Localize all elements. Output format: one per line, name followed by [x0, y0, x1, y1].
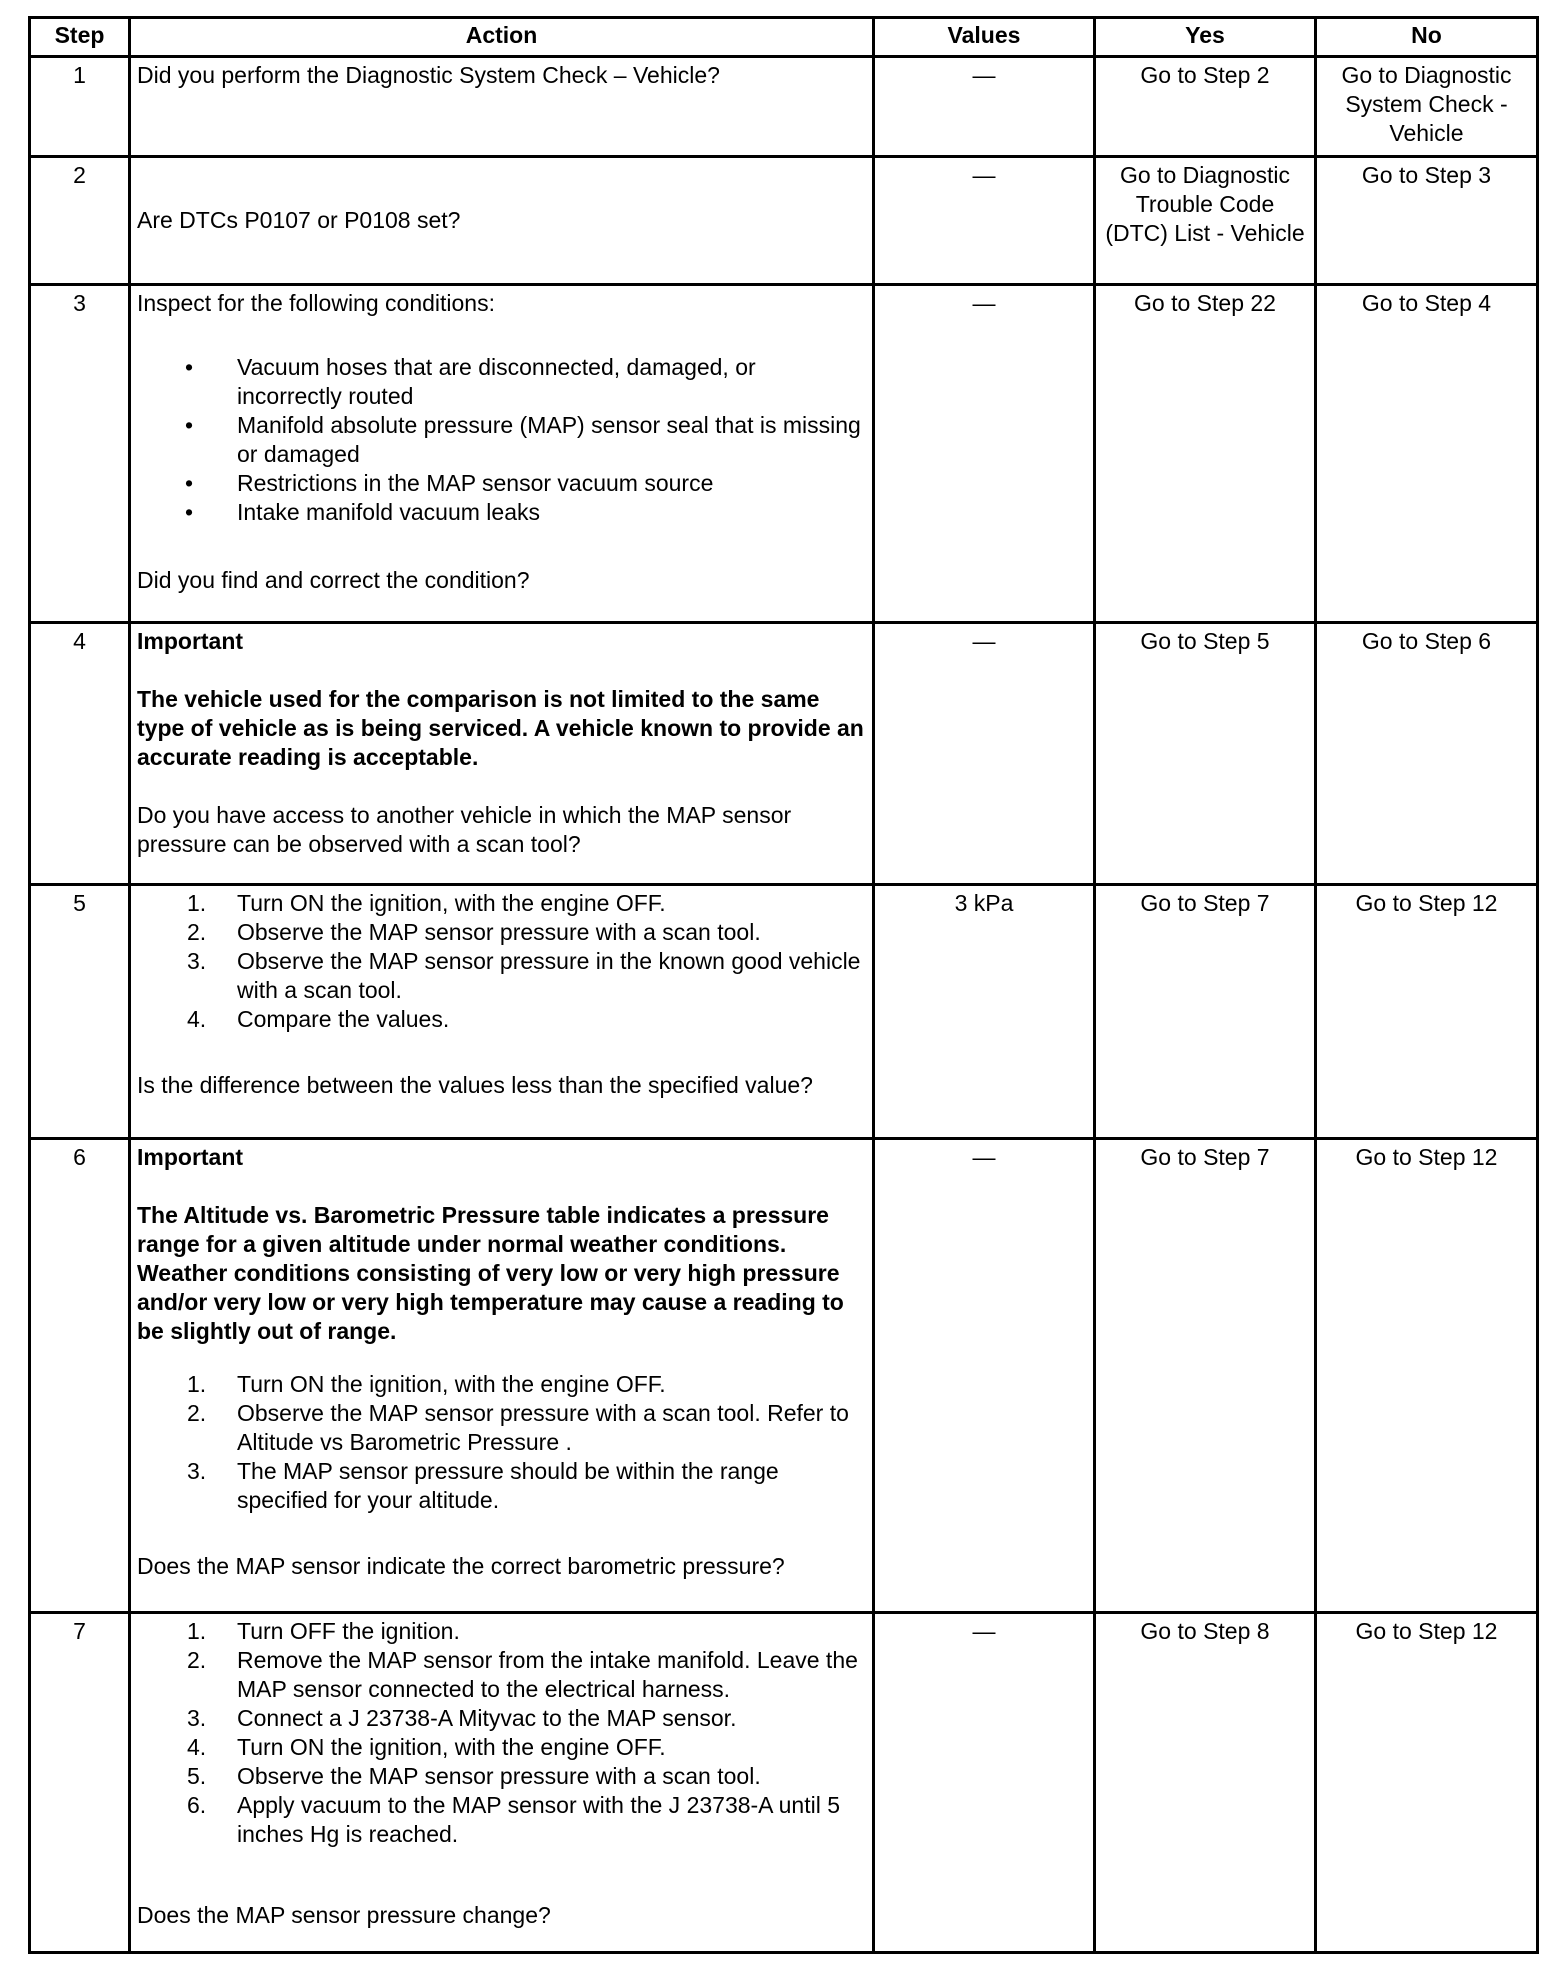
list-item: 3. Connect a J 23738-A Mityvac to the MAP sensor. [187, 1705, 737, 1731]
list-item: 1. Turn OFF the ignition. [187, 1618, 460, 1644]
action-cell [130, 57, 874, 157]
value-cell: — [874, 1613, 1095, 1953]
list-item: 3. Observe the MAP sensor pressure in the known good vehicle with a scan tool. [187, 948, 861, 1003]
procedure-list [137, 889, 866, 1034]
list-item: 1. Turn ON the ignition, with the engine OFF. [187, 1371, 666, 1397]
important-label: Important [137, 1144, 244, 1170]
step-number: 1 [30, 57, 130, 157]
no-link[interactable]: Go to Step 12 [1316, 1613, 1538, 1953]
yes-link[interactable]: Go to Step 5 [1095, 623, 1316, 885]
step-number: 7 [30, 1613, 130, 1953]
action-cell [130, 285, 874, 623]
table-row [30, 1139, 1538, 1613]
action-question: Did you find and correct the condition? [137, 567, 530, 593]
table-row [30, 157, 1538, 285]
action-cell [130, 885, 874, 1139]
step-number: 3 [30, 285, 130, 623]
action-question: Is the difference between the values less than the specified value? [137, 1072, 813, 1098]
no-link[interactable]: Go to Step 6 [1316, 623, 1538, 885]
table-row [30, 885, 1538, 1139]
value-cell: — [874, 623, 1095, 885]
list-item: 5. Observe the MAP sensor pressure with a scan tool. [187, 1763, 761, 1789]
list-item: 4. Compare the values. [187, 1006, 450, 1032]
procedure-list [137, 1370, 866, 1515]
condition-list [137, 353, 866, 527]
header-row [30, 18, 1538, 57]
list-item: 2. Remove the MAP sensor from the intake manifold. Leave the MAP sensor connected to the electrical harness. [187, 1647, 858, 1702]
list-item: • Intake manifold vacuum leaks [137, 498, 866, 527]
action-cell [130, 157, 874, 285]
list-item: 2. Observe the MAP sensor pressure with a scan tool. [187, 919, 761, 945]
table-row [30, 623, 1538, 885]
yes-link[interactable]: Go to Step 8 [1095, 1613, 1316, 1953]
step-number: 4 [30, 623, 130, 885]
action-question: Do you have access to another vehicle in which the MAP sensor pressure can be observed with a scan tool? [137, 802, 792, 857]
yes-link[interactable]: Go to Step 22 [1095, 285, 1316, 623]
list-item: 6. Apply vacuum to the MAP sensor with the J 23738-A until 5 inches Hg is reached. [187, 1792, 841, 1847]
important-label: Important [137, 628, 244, 654]
important-note: The Altitude vs. Barometric Pressure table indicates a pressure range for a given altitude under normal weather conditions. Weather conditions consisting of very low or very high pressure and/or very low or very high temperature may cause a reading to be slightly out of range. [137, 1202, 844, 1344]
list-item: 2. Observe the MAP sensor pressure with a scan tool. Refer to Altitude vs Barometric Pressure . [187, 1400, 849, 1455]
step-number: 5 [30, 885, 130, 1139]
value-cell: 3 kPa [874, 885, 1095, 1139]
action-question: Does the MAP sensor pressure change? [137, 1902, 551, 1928]
list-item: • Manifold absolute pressure (MAP) sensor seal that is missing or damaged [137, 411, 866, 469]
yes-link[interactable]: Go to Diagnostic Trouble Code (DTC) List - Vehicle [1095, 157, 1316, 285]
header-action: Action [130, 18, 874, 57]
no-link[interactable]: Go to Step 4 [1316, 285, 1538, 623]
no-link[interactable]: Go to Step 12 [1316, 885, 1538, 1139]
table-row [30, 57, 1538, 157]
list-item: 1. Turn ON the ignition, with the engine OFF. [187, 890, 666, 916]
value-cell: — [874, 1139, 1095, 1613]
important-note: The vehicle used for the comparison is not limited to the same type of vehicle as is being serviced. A vehicle known to provide an accurate reading is acceptable. [137, 686, 864, 770]
procedure-list [137, 1617, 866, 1849]
yes-link[interactable]: Go to Step 7 [1095, 1139, 1316, 1613]
list-item: 3. The MAP sensor pressure should be within the range specified for your altitude. [187, 1458, 779, 1513]
action-cell [130, 1139, 874, 1613]
value-cell: — [874, 285, 1095, 623]
list-item: 4. Turn ON the ignition, with the engine OFF. [187, 1734, 666, 1760]
action-cell [130, 623, 874, 885]
header-step: Step [30, 18, 130, 57]
no-link[interactable]: Go to Step 3 [1316, 157, 1538, 285]
header-yes: Yes [1095, 18, 1316, 57]
yes-link[interactable]: Go to Step 2 [1095, 57, 1316, 157]
list-item: • Restrictions in the MAP sensor vacuum source [137, 469, 866, 498]
no-link[interactable]: Go to Diagnostic System Check - Vehicle [1316, 57, 1538, 157]
no-link[interactable]: Go to Step 12 [1316, 1139, 1538, 1613]
step-number: 2 [30, 157, 130, 285]
diagnostic-table [28, 16, 1539, 1954]
value-cell: — [874, 157, 1095, 285]
header-values: Values [874, 18, 1095, 57]
header-no: No [1316, 18, 1538, 57]
step-number: 6 [30, 1139, 130, 1613]
table-row [30, 1613, 1538, 1953]
value-cell: — [874, 57, 1095, 157]
action-question: Does the MAP sensor indicate the correct barometric pressure? [137, 1553, 785, 1579]
action-question: Are DTCs P0107 or P0108 set? [137, 207, 461, 233]
action-question: Did you perform the Diagnostic System Check – Vehicle? [137, 62, 720, 88]
action-intro: Inspect for the following conditions: [137, 290, 495, 316]
table-row [30, 285, 1538, 623]
list-item: • Vacuum hoses that are disconnected, damaged, or incorrectly routed [137, 353, 866, 411]
action-cell [130, 1613, 874, 1953]
yes-link[interactable]: Go to Step 7 [1095, 885, 1316, 1139]
